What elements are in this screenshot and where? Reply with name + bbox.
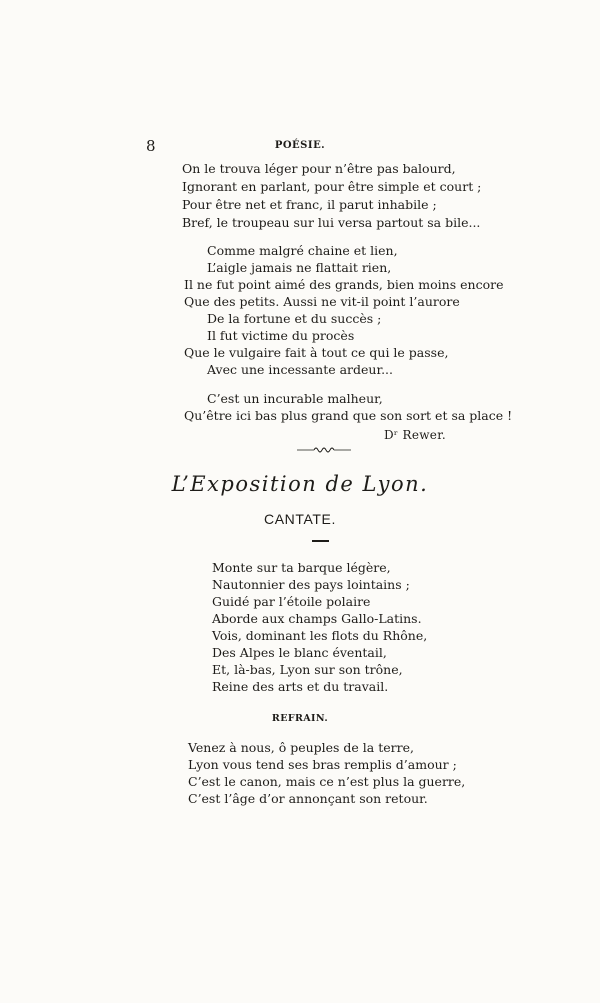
verse-line: Des Alpes le blanc éventail, [212,645,387,660]
verse-line: On le trouva léger pour n’être pas balourd, [182,161,456,176]
verse-line: Pour être net et franc, il parut inhabile ; [182,197,437,212]
verse-line: Lyon vous tend ses bras remplis d’amour ; [188,757,457,772]
poem-subtitle: CANTATE. [264,511,336,527]
section-ornament [296,445,352,455]
verse-line: Reine des arts et du travail. [212,679,389,694]
verse-line: Qu’être ici bas plus grand que son sort et sa place ! [184,408,513,423]
poem-title: L’Exposition de Lyon. [171,472,429,496]
verse-line: Vois, dominant les flots du Rhône, [212,628,428,643]
refrain-heading: REFRAIN. [271,713,329,724]
verse-line: Il ne fut point aimé des grands, bien moins encore [184,277,504,292]
verse-line: Monte sur ta barque légère, [212,560,391,575]
verse-line: Venez à nous, ô peuples de la terre, [188,740,414,755]
verse-line: Que le vulgaire fait à tout ce qui le passe, [184,345,449,360]
verse-line: Bref, le troupeau sur lui versa partout sa bile... [182,215,481,230]
verse-line: Nautonnier des pays lointains ; [212,577,410,592]
author-signature: Dʳ Rewer. [384,428,447,442]
verse-line: Aborde aux champs Gallo-Latins. [212,611,422,626]
verse-line: Guidé par l’étoile polaire [212,594,371,609]
verse-line: Ignorant en parlant, pour être simple et court ; [182,179,482,194]
verse-line: Il fut victime du procès [207,328,355,343]
verse-line: C’est le canon, mais ce n’est plus la guerre, [188,774,466,789]
verse-line: Avec une incessante ardeur... [207,362,393,377]
verse-line: Que des petits. Aussi ne vit-il point l’aurore [184,294,460,309]
running-head: POÉSIE. [274,140,326,151]
verse-line: C’est l’âge d’or annonçant son retour. [188,791,428,806]
page-number: 8 [146,137,156,155]
verse-line: De la fortune et du succès ; [207,311,382,326]
verse-line: C’est un incurable malheur, [207,391,383,406]
verse-line: Et, là-bas, Lyon sur son trône, [212,662,403,677]
title-rule [312,540,329,542]
verse-line: Comme malgré chaine et lien, [207,243,398,258]
verse-line: L’aigle jamais ne flattait rien, [207,260,392,275]
